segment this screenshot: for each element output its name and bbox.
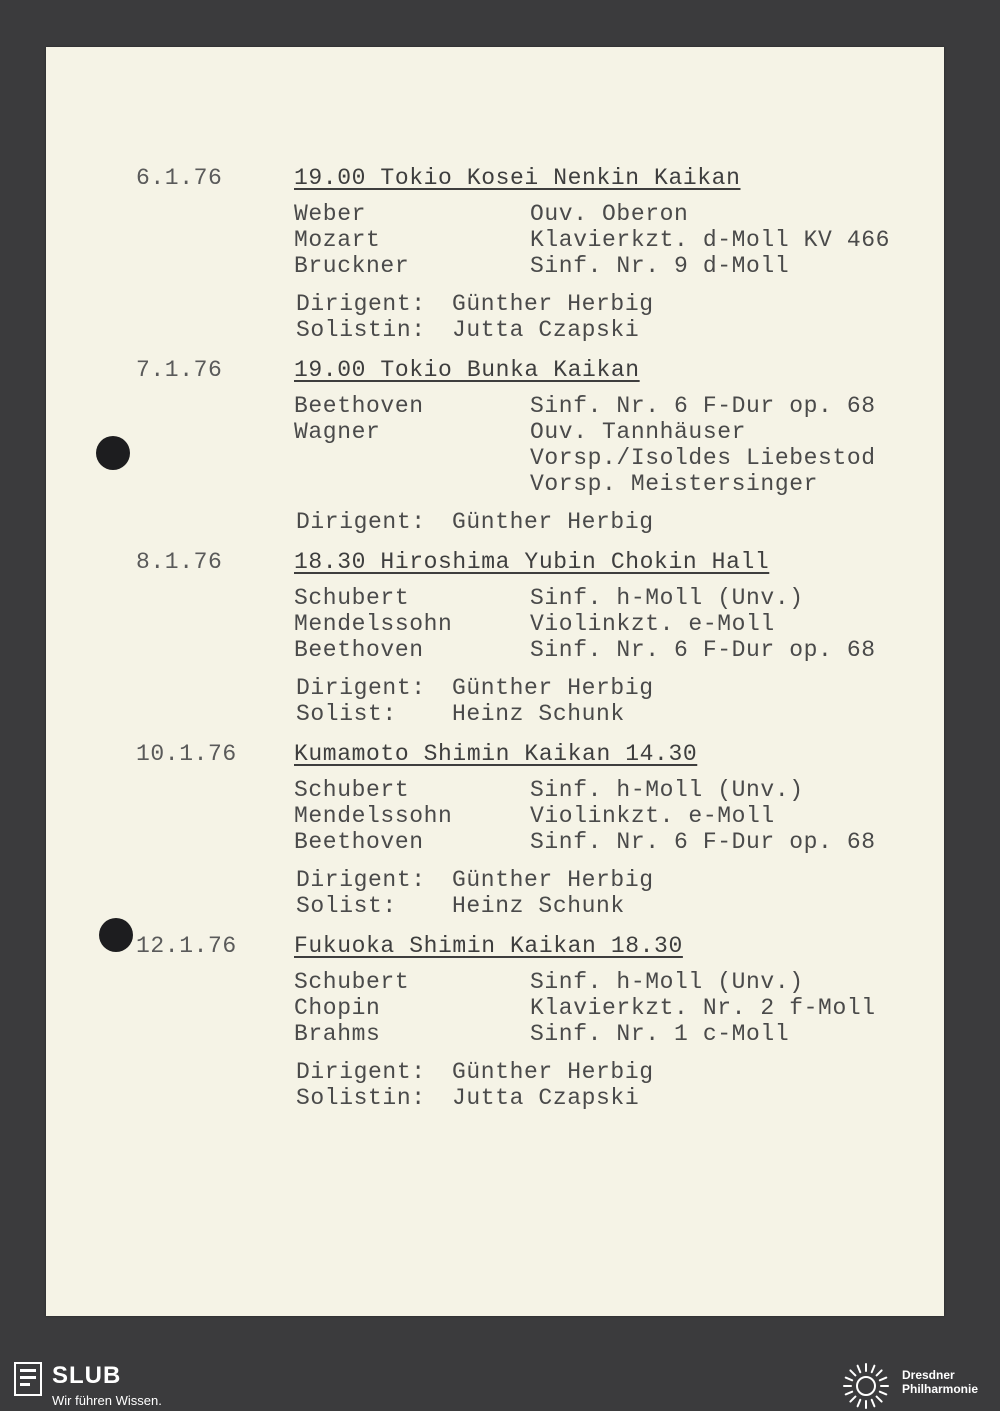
work: Sinf. h-Moll (Unv.) — [530, 969, 804, 995]
work: Sinf. Nr. 6 F-Dur op. 68 — [530, 393, 876, 419]
program-row — [294, 227, 934, 253]
program-row — [294, 201, 934, 227]
concert-date: 7.1.76 — [136, 357, 223, 383]
program-row — [294, 777, 934, 803]
slub-logo-icon — [14, 1362, 42, 1396]
program-row — [294, 637, 934, 663]
program-list — [294, 777, 934, 855]
work: Klavierkzt. Nr. 2 f-Moll — [530, 995, 876, 1021]
program-list — [294, 585, 934, 663]
program-list — [294, 969, 934, 1047]
composer: Wagner — [294, 419, 381, 445]
credit-name: Günther Herbig — [452, 1059, 654, 1085]
credit-label: Solistin: — [296, 317, 426, 343]
program-row — [294, 611, 934, 637]
credits — [296, 291, 654, 343]
credit-row — [296, 291, 654, 317]
composer: Weber — [294, 201, 367, 227]
work: Sinf. Nr. 9 d-Moll — [530, 253, 790, 279]
composer: Schubert — [294, 969, 410, 995]
concert-date: 10.1.76 — [136, 741, 237, 767]
credit-label: Dirigent: — [296, 1059, 426, 1085]
work: Klavierkzt. d-Moll KV 466 — [530, 227, 891, 253]
concert-date: 12.1.76 — [136, 933, 237, 959]
credit-name: Günther Herbig — [452, 867, 654, 893]
credits — [296, 675, 654, 727]
program-row — [294, 393, 934, 419]
work: Sinf. Nr. 6 F-Dur op. 68 — [530, 829, 876, 855]
document-page — [46, 47, 944, 1316]
composer: Brahms — [294, 1021, 381, 1047]
philharmonie-sunburst-icon — [842, 1362, 890, 1410]
program-list — [294, 393, 934, 497]
orchestra-name-line: Philharmonie — [902, 1382, 979, 1396]
work: Sinf. Nr. 6 F-Dur op. 68 — [530, 637, 876, 663]
concert-venue-heading: Fukuoka Shimin Kaikan 18.30 — [294, 933, 683, 959]
composer — [294, 445, 530, 471]
program-row — [294, 253, 934, 279]
credit-name: Günther Herbig — [452, 291, 654, 317]
program-row — [294, 803, 934, 829]
footer-bar — [0, 1348, 1000, 1411]
library-name: SLUB — [52, 1362, 122, 1389]
credit-label: Dirigent: — [296, 291, 426, 317]
library-tagline: Wir führen Wissen. — [52, 1393, 162, 1408]
work: Sinf. Nr. 1 c-Moll — [530, 1021, 790, 1047]
program-row — [294, 995, 934, 1021]
concert-venue-heading: 19.00 Tokio Bunka Kaikan — [294, 357, 640, 383]
composer: Mendelssohn — [294, 611, 453, 637]
credit-row — [296, 317, 654, 343]
credit-row — [296, 1085, 654, 1111]
program-row — [294, 829, 934, 855]
credits — [296, 1059, 654, 1111]
credit-row — [296, 509, 654, 535]
work: Violinkzt. e-Moll — [530, 803, 775, 829]
concert-venue-heading: 18.30 Hiroshima Yubin Chokin Hall — [294, 549, 770, 575]
work: Ouv. Oberon — [530, 201, 689, 227]
credit-row — [296, 1059, 654, 1085]
composer: Beethoven — [294, 393, 424, 419]
composer: Chopin — [294, 995, 381, 1021]
program-row — [294, 585, 934, 611]
credit-row — [296, 867, 654, 893]
work: Sinf. h-Moll (Unv.) — [530, 585, 804, 611]
credit-name: Heinz Schunk — [452, 701, 625, 727]
credit-label: Solist: — [296, 893, 397, 919]
orchestra-name-line: Dresdner — [902, 1368, 955, 1382]
composer: Mendelssohn — [294, 803, 453, 829]
punch-hole — [96, 436, 130, 470]
credit-name: Jutta Czapski — [452, 317, 640, 343]
program-row — [294, 471, 934, 497]
composer: Bruckner — [294, 253, 410, 279]
credits — [296, 867, 654, 919]
concert-date: 8.1.76 — [136, 549, 223, 575]
program-list — [294, 201, 934, 279]
work: Violinkzt. e-Moll — [530, 611, 775, 637]
credit-row — [296, 893, 654, 919]
composer: Mozart — [294, 227, 381, 253]
punch-hole — [99, 918, 133, 952]
credit-row — [296, 701, 654, 727]
work: Ouv. Tannhäuser — [530, 419, 747, 445]
credit-label: Dirigent: — [296, 675, 426, 701]
credit-name: Günther Herbig — [452, 675, 654, 701]
credit-label: Solistin: — [296, 1085, 426, 1111]
concert-venue-heading: 19.00 Tokio Kosei Nenkin Kaikan — [294, 165, 741, 191]
credit-label: Solist: — [296, 701, 397, 727]
credits — [296, 509, 654, 535]
work: Vorsp./Isoldes Liebestod — [530, 445, 876, 471]
concert-date: 6.1.76 — [136, 165, 223, 191]
credit-label: Dirigent: — [296, 509, 426, 535]
concert-venue-heading: Kumamoto Shimin Kaikan 14.30 — [294, 741, 698, 767]
credit-name: Günther Herbig — [452, 509, 654, 535]
composer: Beethoven — [294, 829, 424, 855]
program-row — [294, 445, 934, 471]
credit-name: Heinz Schunk — [452, 893, 625, 919]
credit-name: Jutta Czapski — [452, 1085, 640, 1111]
composer — [294, 471, 530, 497]
program-row — [294, 419, 934, 445]
composer: Beethoven — [294, 637, 424, 663]
composer: Schubert — [294, 777, 410, 803]
credit-row — [296, 675, 654, 701]
program-row — [294, 1021, 934, 1047]
program-row — [294, 969, 934, 995]
work: Vorsp. Meistersinger — [530, 471, 819, 497]
orchestra-name — [902, 1368, 978, 1396]
work: Sinf. h-Moll (Unv.) — [530, 777, 804, 803]
composer: Schubert — [294, 585, 410, 611]
credit-label: Dirigent: — [296, 867, 426, 893]
